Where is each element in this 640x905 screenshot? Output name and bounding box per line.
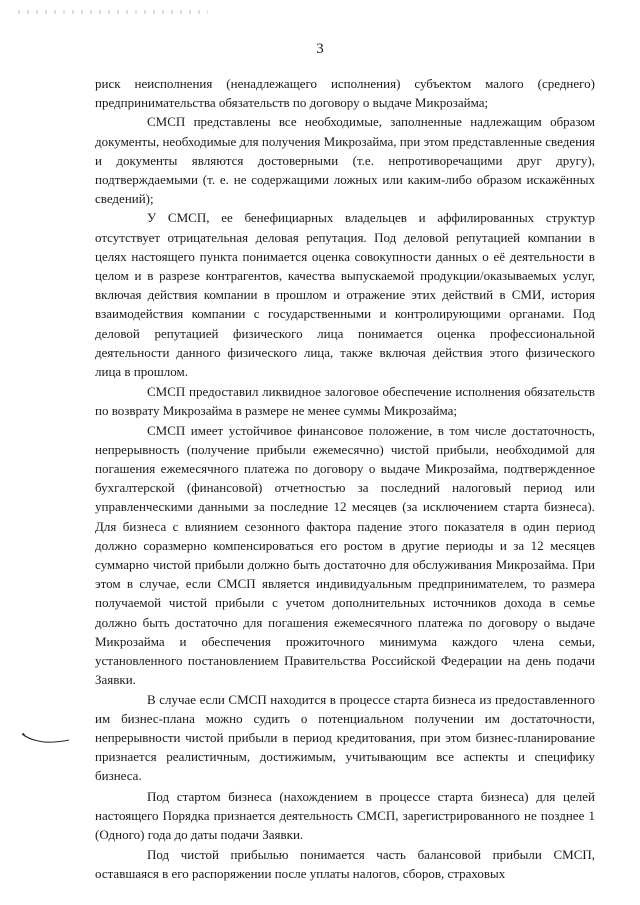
paragraph-reputation: У СМСП, ее бенефициарных владельцев и аффилированных структур отсутствует отрицательная деловая репутация. Под деловой репутацией компании в целях настоящего пункта понимается оценка совокупности данных о её деятельности в целом и в разрезе контрагентов, качества выпускаемой продукции/оказываемых услуг, включая действия компании в прошлом и отражение этих действий в СМИ, история взаимодействия компании с государственными и контролирующими органами. Под деловой репутацией физического лица понимается оценка профессиональной деятельности данного физического лица, также включая действия этого физического лица в прошлом. <box>95 210 595 380</box>
paragraph-collateral: СМСП предоставил ликвидное залоговое обеспечение исполнения обязательств по возврату Микрозайма в размере не менее суммы Микрозайма; <box>95 384 595 419</box>
paragraph-start-definition: Под стартом бизнеса (нахождением в процессе старта бизнеса) для целей настоящего Порядка признается деятельность СМСП, зарегистрированного не позднее 1 (Одного) года до даты подачи Заявки. <box>95 788 595 842</box>
paragraph-risk: риск неисполнения (ненадлежащего исполнения) субъектом малого (среднего) предпринимательства обязательств по договору о выдаче Микрозайма; <box>95 76 595 111</box>
paragraph-financial-position: СМСП имеет устойчивое финансовое положение, в том числе достаточность, непрерывность (получение прибыли ежемесячно) чистой прибыли, необходимой для погашения ежемесячного платежа по договору о выдаче Микрозайма, подтвержденное бухгалтерской (финансовой) отчетностью за последний налоговый период или управленческими данными за последние 12 месяцев (за исключением старта бизнеса). Для бизнеса с влиянием сезонного фактора падение этого показателя в один период должно соразмерно компенсироваться его ростом в другие периоды и за 12 месяцев суммарно чистой прибыли должно быть достаточно для обслуживания Микрозайма. При этом в случае, если СМСП является индивидуальным предпринимателем, то размера получаемой чистой прибыли с учетом дополнительных источников дохода в семье должно быть достаточно для погашения ежемесячного платежа по договору о выдаче Микрозайма и обеспечения прожиточного минимума каждого члена семьи, установленного постановлением Правительства Российской Федерации на день подачи Заявки. <box>95 422 595 688</box>
page-number: 3 <box>316 41 324 57</box>
scan-artifact <box>18 10 208 14</box>
pen-mark <box>20 728 70 752</box>
document-body <box>95 74 595 884</box>
paragraph-documents: СМСП представлены все необходимые, заполненные надлежащим образом документы, необходимые для получения Микрозайма, при этом представленные сведения и документы являются достоверными (т.е. непротиворечащими друг другу), подтверждаемыми (т. е. не содержащими ложных или каким-либо образом искажённых сведений); <box>95 114 595 207</box>
paragraph-business-start: В случае если СМСП находится в процессе старта бизнеса из предоставленного им бизнес-плана можно судить о потенциальном получении им достаточности, непрерывности чистой прибыли в период кредитования, при этом бизнес-планирование признается реалистичным, достижимым, учитывающим все аспекты и специфику бизнеса. <box>95 691 595 784</box>
paragraph-net-profit: Под чистой прибылью понимается часть балансовой прибыли СМСП, оставшаяся в его распоряжении после уплаты налогов, сборов, страховых <box>95 847 595 882</box>
